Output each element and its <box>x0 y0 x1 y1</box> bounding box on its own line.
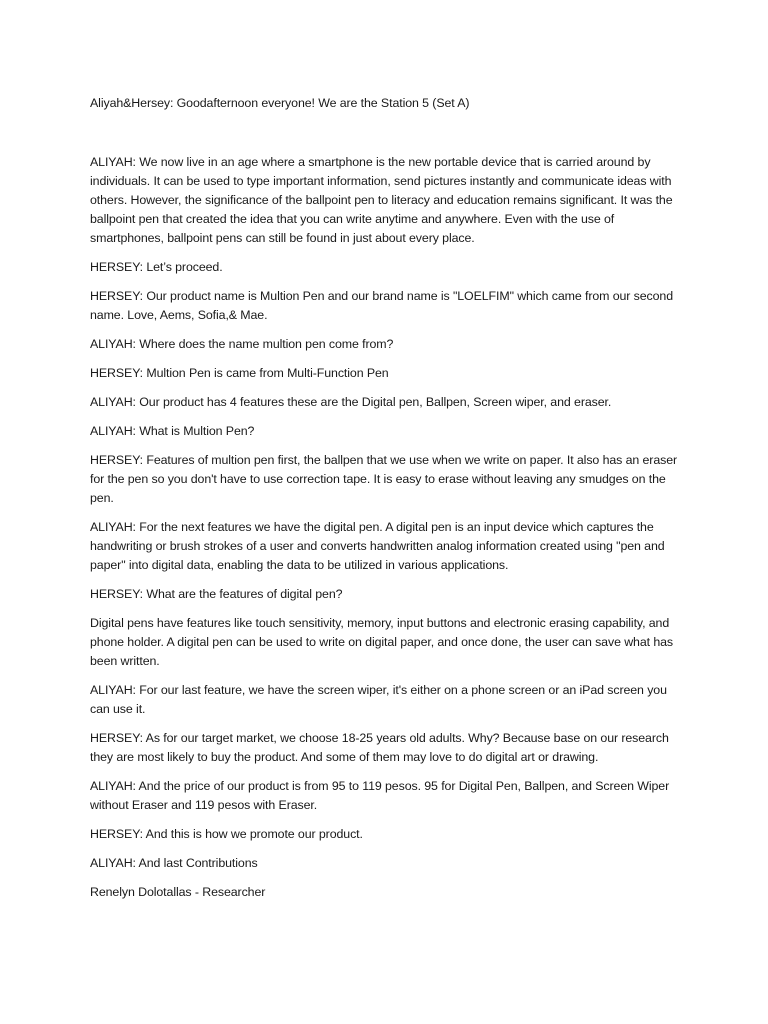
paragraph-what-is: ALIYAH: What is Multion Pen? <box>90 424 255 438</box>
paragraph-digital-features: Digital pens have features like touch sensitivity, memory, input buttons and electronic erasing capability, and phone holder. A digital pen can be used to write on digital paper, and once done, the user can save what has been written. <box>90 616 673 668</box>
document-body <box>90 94 680 912</box>
paragraph-hersey-proceed: HERSEY: Let’s proceed. <box>90 260 223 274</box>
paragraph-researcher: Renelyn Dolotallas - Researcher <box>90 885 266 899</box>
paragraph-features-list: ALIYAH: Our product has 4 features these are the Digital pen, Ballpen, Screen wiper, and eraser. <box>90 395 612 409</box>
intro-line: Aliyah&Hersey: Goodafternoon everyone! We are the Station 5 (Set A) <box>90 96 470 110</box>
paragraph-screen-wiper: ALIYAH: For our last feature, we have the screen wiper, it's either on a phone screen or an iPad screen you can use it. <box>90 683 667 716</box>
paragraph-contributions: ALIYAH: And last Contributions <box>90 856 258 870</box>
paragraph-name-question: ALIYAH: Where does the name multion pen come from? <box>90 337 394 351</box>
paragraph-promote: HERSEY: And this is how we promote our product. <box>90 827 363 841</box>
paragraph-ballpen-features: HERSEY: Features of multion pen first, the ballpen that we use when we write on paper. It also has an eraser for the pen so you don't have to use correction tape. It is easy to erase without leaving any smudges on the pen. <box>90 453 678 505</box>
paragraph-target-market: HERSEY: As for our target market, we choose 18-25 years old adults. Why? Because base on our research they are most likely to buy the product. And some of them may love to do digital art or drawing. <box>90 731 669 764</box>
paragraph-name-answer: HERSEY: Multion Pen is came from Multi-Function Pen <box>90 366 389 380</box>
paragraph-product-name: HERSEY: Our product name is Multion Pen and our brand name is "LOELFIM" which came from our second name. Love, Aems, Sofia,& Mae. <box>90 289 674 322</box>
paragraph-digital-pen: ALIYAH: For the next features we have the digital pen. A digital pen is an input device which captures the handwriting or brush strokes of a user and converts handwritten analog information created using "pen and paper" into digital data, enabling the data to be utilized in various applications. <box>90 520 665 572</box>
paragraph-aliyah-intro: ALIYAH: We now live in an age where a smartphone is the new portable device that is carried around by individuals. It can be used to type important information, send pictures instantly and communicate ideas with others. However, the significance of the ballpoint pen to literacy and education remains significant. It was the ballpoint pen that created the idea that you can write anytime and anywhere. Even with the use of smartphones, ballpoint pens can still be found in just about every place. <box>90 155 673 245</box>
paragraph-price: ALIYAH: And the price of our product is from 95 to 119 pesos. 95 for Digital Pen, Ballpen, and Screen Wiper without Eraser and 119 pesos with Eraser. <box>90 779 670 812</box>
paragraph-digital-question: HERSEY: What are the features of digital pen? <box>90 587 343 601</box>
